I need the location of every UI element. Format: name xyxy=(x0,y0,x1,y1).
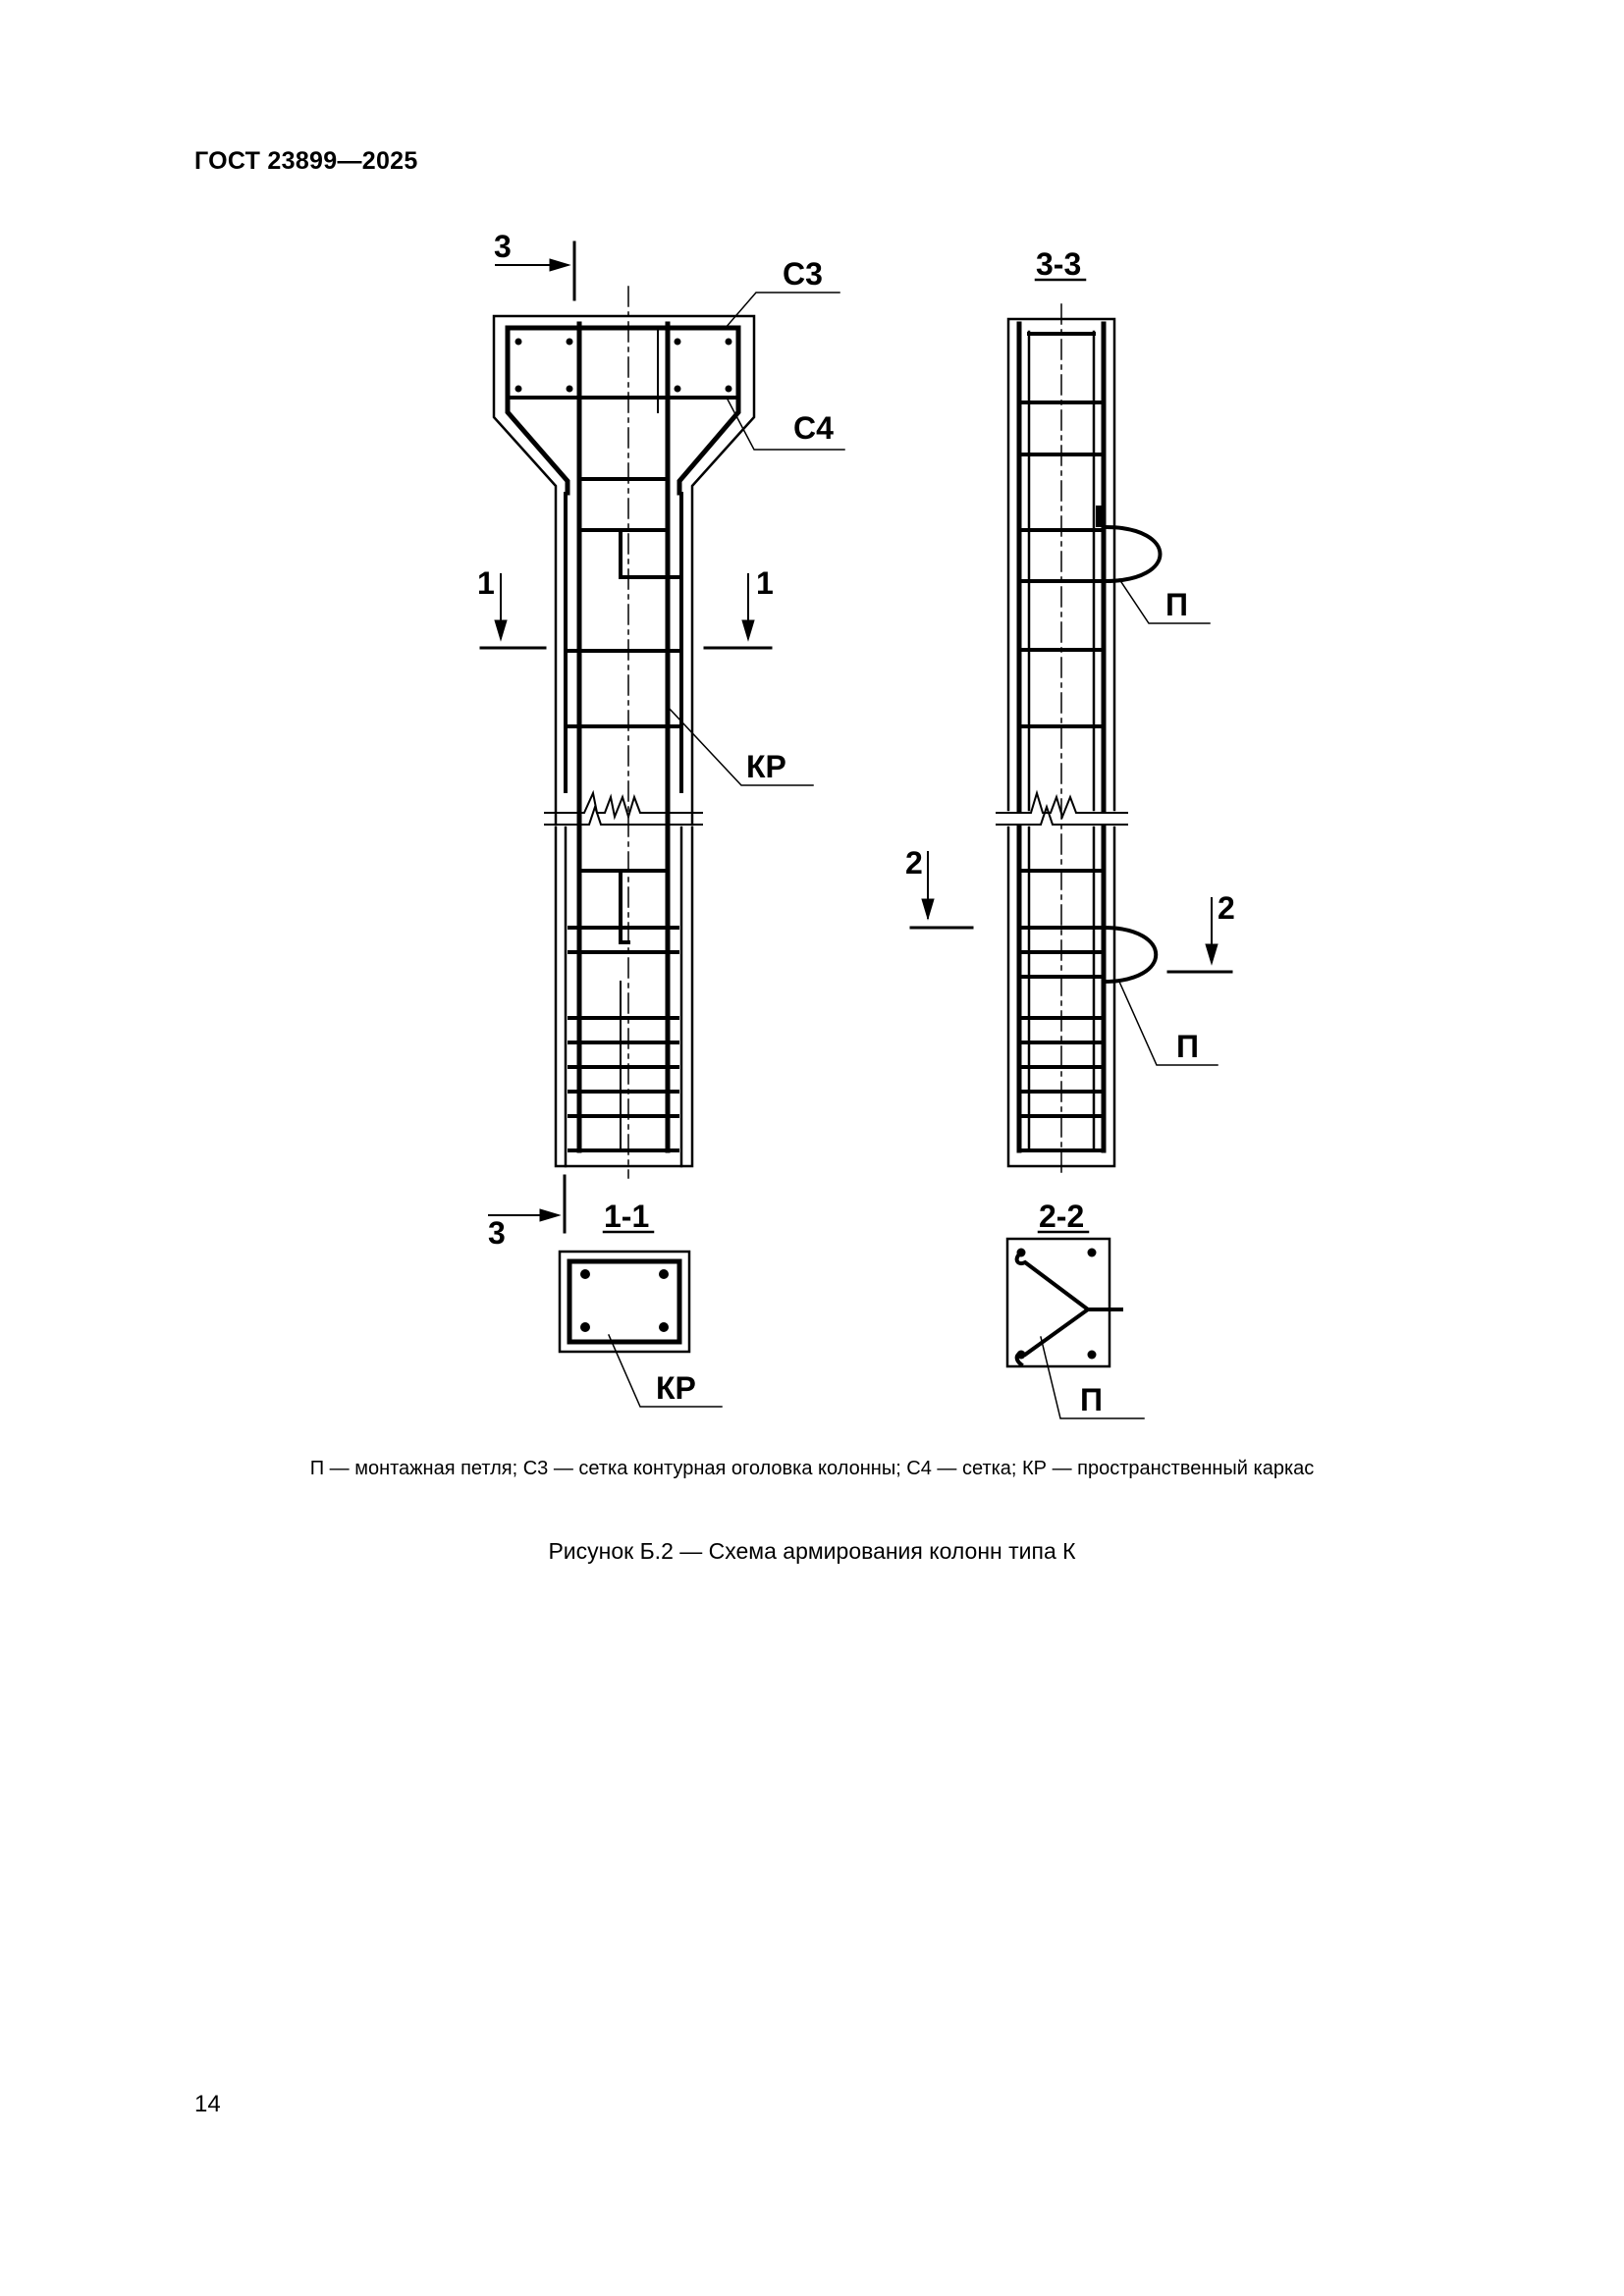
column-elevation xyxy=(494,287,754,1178)
view-2-2-title: 2-2 xyxy=(1039,1199,1085,1234)
view-1-1-title: 1-1 xyxy=(604,1199,650,1234)
section-1-right-label: 1 xyxy=(756,565,774,601)
p-upper-label: П xyxy=(1165,587,1188,622)
c3-label: С3 xyxy=(783,256,823,292)
section-1-left-label: 1 xyxy=(477,565,495,601)
section-2-right-label: 2 xyxy=(1218,890,1235,926)
view-3-3-title: 3-3 xyxy=(1036,246,1082,282)
figure-caption: Рисунок Б.2 — Схема армирования колонн типа К xyxy=(548,1538,1076,1564)
kr-main-label: КР xyxy=(746,749,786,784)
p-lower-label: П xyxy=(1176,1029,1199,1064)
p-section-label: П xyxy=(1080,1382,1103,1417)
section-3-marker xyxy=(489,242,574,1232)
page-number: 14 xyxy=(194,2091,221,2117)
section-1-1-drawing xyxy=(560,1232,722,1407)
section-2-2-drawing xyxy=(1007,1232,1144,1418)
section-3-bottom-label: 3 xyxy=(488,1215,506,1251)
kr-section-label: КР xyxy=(656,1370,696,1406)
section-3-top-label: 3 xyxy=(494,229,512,264)
section-1-marker xyxy=(481,574,771,648)
document-header: ГОСТ 23899—2025 xyxy=(194,147,418,175)
c4-label: С4 xyxy=(793,410,834,446)
section-2-left-label: 2 xyxy=(905,845,923,881)
figure-legend: П — монтажная петля; С3 — сетка контурная оголовка колонны; С4 — сетка; КР — пространственный каркас xyxy=(309,1458,1315,1479)
